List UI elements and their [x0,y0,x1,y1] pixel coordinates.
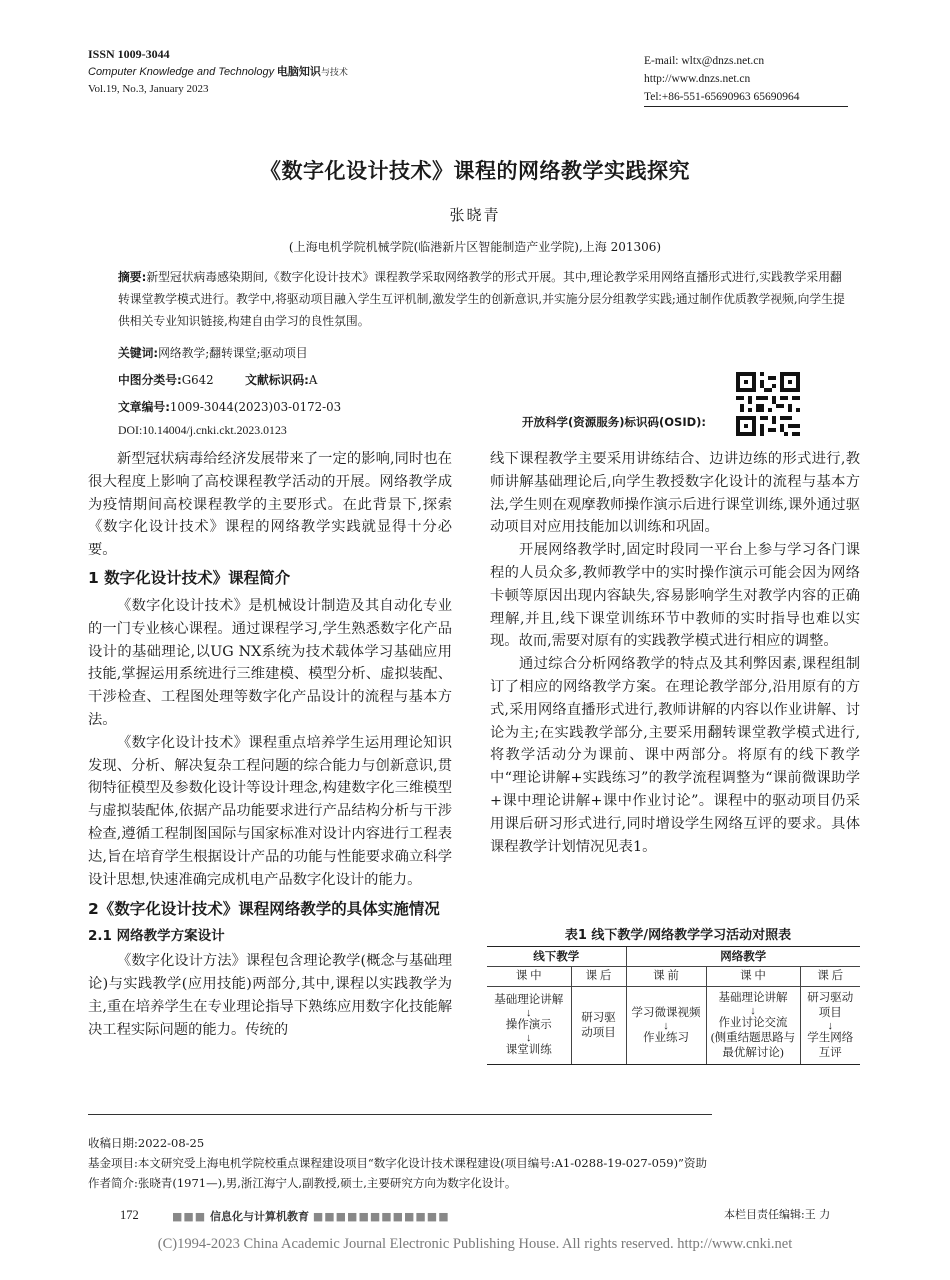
step-discussion-note: (侧重结题思路与最优解讨论) [710,1031,796,1059]
osid-label: 开放科学(资源服务)标识码(OSID): [522,415,707,429]
subsection-heading-2-1: 2.1 网络教学方案设计 [88,928,225,945]
doccode-label: 文献标识码: [245,373,309,387]
osid-qr-code[interactable] [736,372,800,436]
cell-off-after [571,987,626,1065]
email: E-mail: wltx@dnzs.net.cn [644,55,765,67]
step-discussion: 作业讨论交流 [718,1016,788,1029]
journal-name-cn2: 与技术 [320,67,348,77]
right-column [490,448,860,858]
clc-label: 中图分类号: [118,373,182,387]
copyright-notice: (C)1994-2023 China Academic Journal Electronic Publishing House. All rights reserved. http://www.cnki.net [157,1236,793,1252]
comparison-table [487,946,860,1065]
author-name: 张晓青 [449,206,501,224]
right-paragraph-1: 线下课程教学主要采用讲练结合、边讲边练的形式进行,教师讲解基础理论后,向学生教授数字化设计的流程与基本方法,学生则在观摩教师操作演示后进行课堂训练,课外通过驱动项目对应用技能加以训练和巩固。 [490,451,860,536]
journal-name-en: Computer Knowledge and Technology [88,66,275,78]
footer-journal: ■■■ 信息化与计算机教育 ■■■■■■■■■■■■ [172,1210,450,1223]
step-online-project: 研习驱动项目 [807,991,854,1019]
paper-title: 《数字化设计技术》课程的网络教学实践探究 [260,159,690,183]
right-paragraph-2: 开展网络教学时,固定时段同一平台上参与学习各门课程的人员众多,教师教学中的实时操作演示可能会因为网络卡顿等原因出现内容缺失,容易影响学生对教学内容的正确理解,并且,线下课堂训练环节中教师的实时指导也难以实现。故而,需要对原有的实践教学模式进行相应的调整。 [490,542,860,650]
down-arrow-icon: ↓ [526,1007,532,1019]
col-header-off-after: 课 后 [571,967,626,987]
col-header-off-mid: 课 中 [487,967,571,987]
article-no-label: 文章编号: [118,400,170,414]
right-paragraph-3: 通过综合分析网络教学的特点及其利弊因素,课程组制订了相应的网络教学方案。在理论教学部分,沿用原有的方式,采用网络直播形式进行,教师讲解的内容以作业讲解、讨论为主;在实践教学部分,主要采用翻转课堂教学模式进行,将教学活动分为课前、课中两部分。将原有的线下教学中“理论讲解+实践练习”的教学流程调整为“课前微课助学+课中理论讲解+课中作业讨论”。课程中的驱动项目仍采用课后研习形式进行,同时增设学生网络互评的要求。具体课程教学计划情况见表1。 [490,656,860,855]
journal-name [88,63,348,81]
down-arrow-icon: ↓ [750,1004,756,1017]
cell-on-mid [706,987,800,1065]
issn: ISSN 1009-3044 [88,47,170,61]
cell-on-pre [626,987,706,1065]
step-training: 课堂训练 [505,1044,552,1056]
step-online-theory: 基础理论讲解 [718,991,788,1004]
table-caption: 表1 线下教学/网络教学学习活动对照表 [564,928,792,943]
group-header-online: 网络教学 [626,947,860,967]
section-heading-1: 1 数字化设计技术》课程简介 [88,568,291,587]
website: http://www.dnzs.net.cn [644,73,751,85]
column-editor: 本栏目责任编辑:王 力 [724,1208,831,1221]
header-rule [644,106,848,107]
step-micro-video: 学习微课视频 [631,1006,701,1019]
contact-info [644,52,800,106]
journal-header [88,46,348,98]
page-number: 172 [120,1208,139,1222]
down-arrow-icon: ↓ [827,1019,833,1032]
section-heading-2: 2《数字化设计技术》课程网络教学的具体实施情况 [88,900,440,919]
col-header-on-pre: 课 前 [626,967,706,987]
step-peer-review: 学生网络互评 [807,1031,854,1059]
footnote-rule [88,1114,712,1115]
journal-name-cn: 电脑知识 [276,65,321,78]
doccode-value: A [308,373,318,387]
fund-note: 基金项目:本文研究受上海电机学院校重点课程建设项目“数字化设计技术课程建设(项目编号:A1-0288-19-027-059)”资助 [88,1156,707,1170]
step-project: 研习驱动项目 [581,1011,616,1039]
abstract-text: 新型冠状病毒感染期间,《数字化设计技术》课程教学采取网络教学的形式开展。其中,理论教学采用网络直播形式进行,实践教学采用翻转课堂教学模式进行。教学中,将驱动项目融入学生互评机制,激发学生的创新意识,并实施分层分组教学实践;通过制作优质教学视频,向学生提供相关专业知识链接,构建自由学习的良性氛围。 [118,270,845,328]
step-exercise: 作业练习 [643,1031,689,1044]
section2-paragraph-1: 《数字化设计方法》课程包含理论教学(概念与基础理论)与实践教学(应用技能)两部分,其中,课程以实践教学为主,重在培养学生在专业理论指导下熟练应用数字化技能解决工程实际问题的能力。传统的 [88,953,452,1038]
keywords-label: 关键词: [118,346,159,360]
footer-journal-name: 信息化与计算机教育 [210,1210,310,1223]
abstract-label: 摘要: [118,270,147,284]
step-demo: 操作演示 [505,1019,552,1031]
step-theory: 基础理论讲解 [494,994,564,1006]
article-no-value: 1009-3044(2023)03-0172-03 [169,400,342,414]
cell-on-after [800,987,860,1065]
clc-value: G642 [181,373,214,387]
abstract [118,266,846,332]
classification [118,371,317,388]
cell-off-mid [487,987,571,1065]
keywords-text: 网络教学;翻转课堂;驱动项目 [158,346,308,360]
intro-paragraph: 新型冠状病毒给经济发展带来了一定的影响,同时也在很大程度上影响了高校课程教学活动的开展。网络教学成为疫情期间高校课程教学的主要形式。在此背景下,探索《数字化设计技术》课程的网络教学实践就显得十分必要。 [88,451,452,559]
article-number [118,398,341,415]
volume-info: Vol.19, No.3, January 2023 [88,83,209,95]
received-date: 收稿日期:2022-08-25 [88,1136,205,1150]
col-header-on-after: 课 后 [800,967,860,987]
author-bio: 作者简介:张晓青(1971—),男,浙江海宁人,副教授,硕士,主要研究方向为数字化设计。 [88,1176,517,1190]
down-arrow-icon: ↓ [526,1032,532,1044]
group-header-offline: 线下教学 [487,947,626,967]
section1-paragraph-1: 《数字化设计技术》是机械设计制造及其自动化专业的一门专业核心课程。通过课程学习,学生熟悉数字化产品设计的基础理论,以UG NX系统为技术载体学习基础应用技能,掌握运用系统进行三维建模、模型分析、虚拟装配、干涉检查、工程图处理等数字化产品设计的流程与基本方法。 [88,597,452,728]
doi: DOI:10.14004/j.cnki.ckt.2023.0123 [118,423,287,437]
keywords [118,344,308,361]
section1-paragraph-2: 《数字化设计技术》课程重点培养学生运用理论知识发现、分析、解决复杂工程问题的综合能力与创新意识,贯彻特征模型及参数化设计等设计理念,构建数字化三维模型与虚拟装配体,依据产品功能要求进行产品结构分析与干涉检查,遵循工程制图国际与国家标准对设计内容进行工程表达,旨在培育学生根据设计产品的功能与性能要求确立科学设计思想,快速准确完成机电产品数字化设计的能力。 [88,734,452,888]
affiliation: (上海电机学院机械学院(临港新片区智能制造产业学院),上海 201306) [288,240,662,254]
left-column [88,448,452,1042]
down-arrow-icon: ↓ [663,1019,669,1032]
telephone: Tel:+86-551-65690963 65690964 [644,91,800,103]
col-header-on-mid: 课 中 [706,967,800,987]
